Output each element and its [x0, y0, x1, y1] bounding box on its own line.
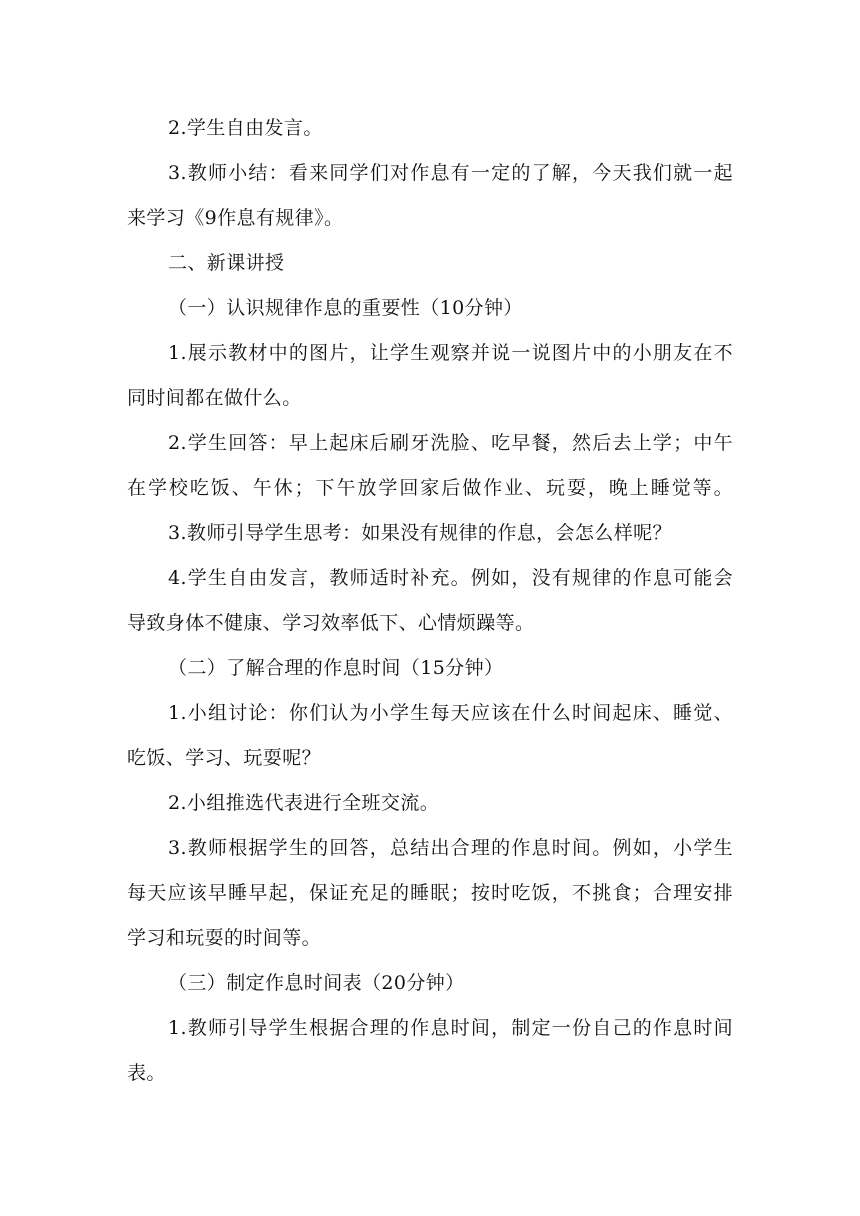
section-heading: 二、新课讲授 — [168, 252, 285, 274]
paragraph-line: 在学校吃饭、午休；下午放学回家后做作业、玩耍，晚上睡觉等。 — [127, 477, 733, 499]
paragraph-line: 吃饭、学习、玩耍呢？ — [127, 747, 322, 769]
paragraph-line: 1.小组讨论：你们认为小学生每天应该在什么时间起床、睡觉、 — [168, 702, 733, 724]
subsection-heading: （三）制定作息时间表（20分钟） — [168, 972, 465, 994]
paragraph-line: 导致身体不健康、学习效率低下、心情烦躁等。 — [127, 612, 535, 634]
paragraph-line: 3.教师引导学生思考：如果没有规律的作息，会怎么样呢？ — [168, 522, 672, 544]
paragraph-line: 3.教师根据学生的回答，总结出合理的作息时间。例如，小学生 — [168, 837, 733, 859]
paragraph-line: 同时间都在做什么。 — [127, 387, 302, 409]
paragraph-line: 学习和玩耍的时间等。 — [127, 927, 322, 949]
paragraph-line: 2.学生自由发言。 — [168, 117, 323, 139]
subsection-heading: （二）了解合理的作息时间（15分钟） — [168, 657, 504, 679]
paragraph-line: 表。 — [127, 1062, 166, 1084]
paragraph-line: 1.展示教材中的图片，让学生观察并说一说图片中的小朋友在不 — [168, 342, 733, 364]
paragraph-line: 2.学生回答：早上起床后刷牙洗脸、吃早餐，然后去上学；中午 — [168, 432, 733, 454]
paragraph-line: 1.教师引导学生根据合理的作息时间，制定一份自己的作息时间 — [168, 1017, 733, 1039]
paragraph-line: 来学习《9作息有规律》。 — [127, 207, 344, 229]
subsection-heading: （一）认识规律作息的重要性（10分钟） — [168, 297, 523, 319]
paragraph-line: 每天应该早睡早起，保证充足的睡眠；按时吃饭，不挑食；合理安排 — [127, 882, 733, 904]
paragraph-line: 2.小组推选代表进行全班交流。 — [168, 792, 440, 814]
paragraph-line: 3.教师小结：看来同学们对作息有一定的了解，今天我们就一起 — [168, 162, 733, 184]
paragraph-line: 4.学生自由发言，教师适时补充。例如，没有规律的作息可能会 — [168, 567, 733, 589]
